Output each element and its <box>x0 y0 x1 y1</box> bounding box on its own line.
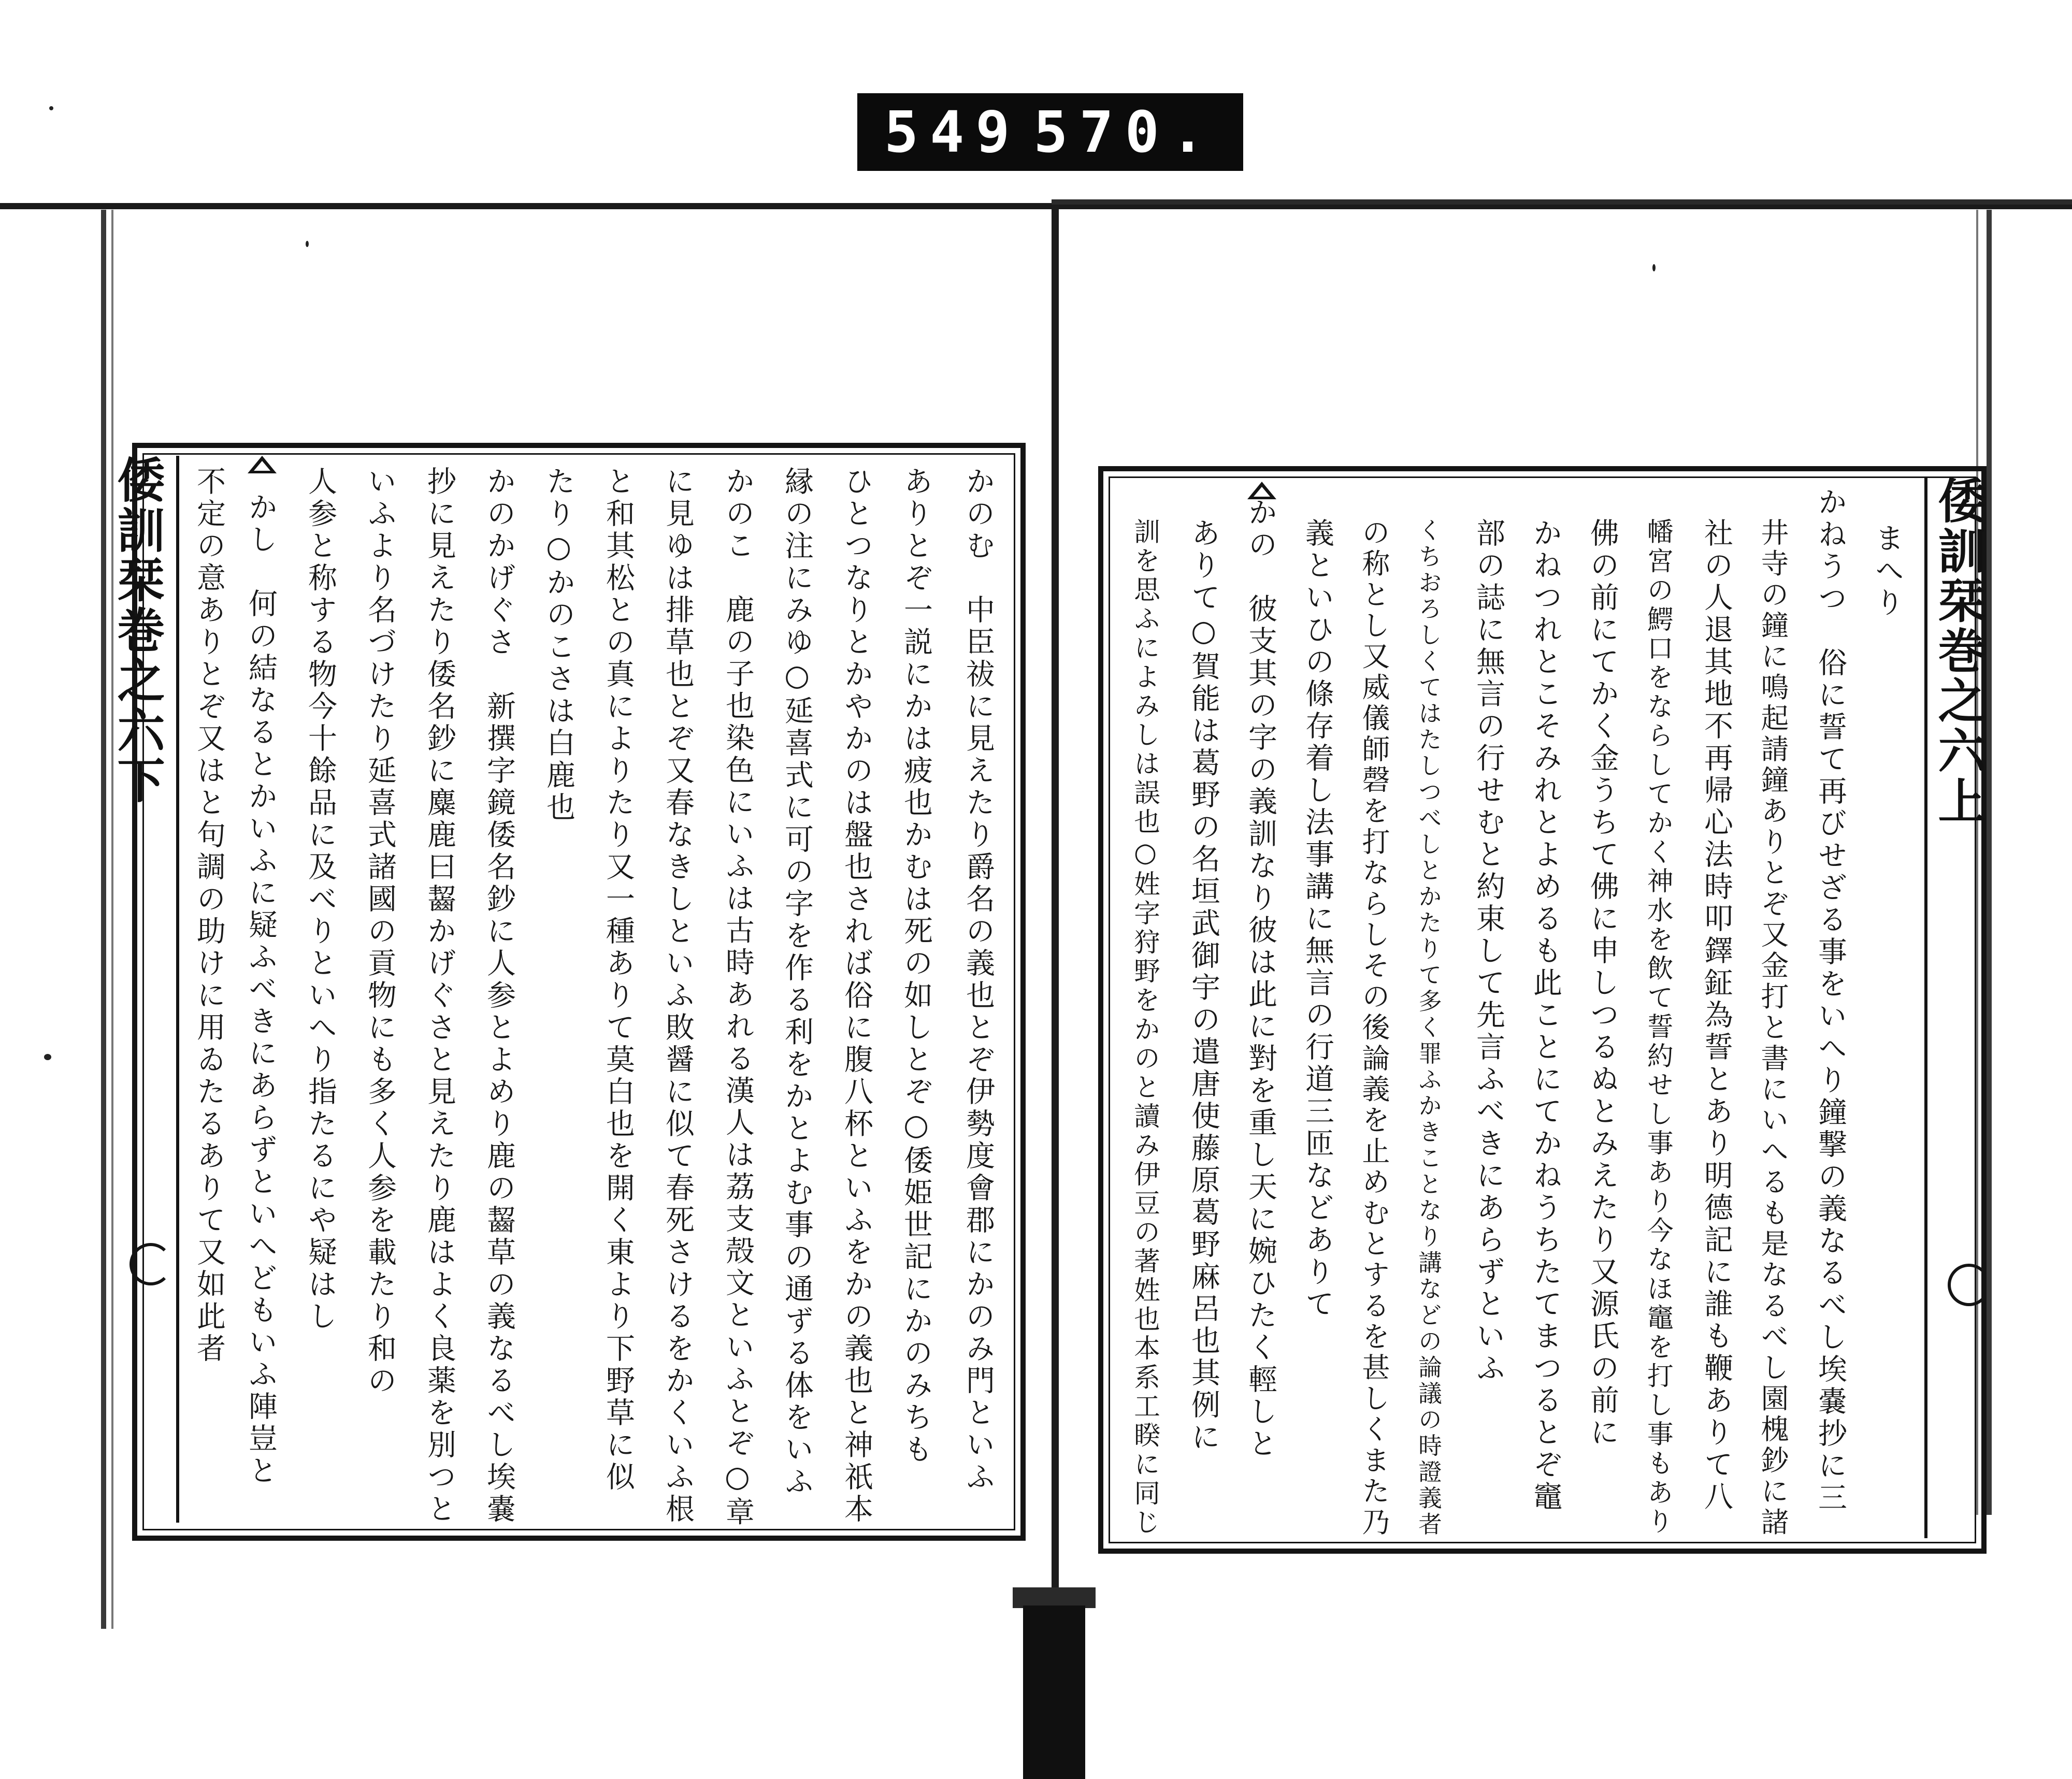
title-char: 倭 <box>1938 473 1986 529</box>
spine-tassel <box>1023 1606 1085 1779</box>
text-column: 部の誌に無言の行せむと約束して先言ふべきにあらずといふ <box>1472 518 1505 1385</box>
scan-speck <box>1652 264 1656 271</box>
text-column: 不定の意ありとぞ又はと句調の助けに用ゐたるありて又如此者 <box>192 466 226 1365</box>
title-char: 倭 <box>117 453 165 509</box>
archive-number-left: 549 <box>884 99 1021 165</box>
right-page-edge <box>1987 210 1992 1515</box>
left-title-divider <box>176 456 179 1523</box>
scan-speck <box>44 1054 51 1060</box>
title-char: 巻 <box>117 602 165 659</box>
archive-number-label <box>857 93 1243 171</box>
text-column: と和其松との真によりたり又一種ありて莫白也を開く東より下野草に似 <box>601 466 635 1494</box>
text-column: 井寺の鐘に鳴起請鐘ありとぞ又金打と書にいへるも是なるべし園槐鈔に諸 <box>1756 518 1789 1539</box>
text-column: まへり <box>1870 523 1904 619</box>
text-column: かの 彼支其の字の義訓なり彼は此に對を重し天に婉ひたく輕しと <box>1244 497 1277 1460</box>
text-column: 幡宮の鰐口をならしてかく神水を飲て誓約せし事あり今なほ竈を打し事もあり <box>1643 518 1674 1537</box>
text-column: 訓を思ふによみしは誤也○姓字狩野をかのと讀み伊豆の著姓也本系工睽に同じ <box>1130 518 1161 1538</box>
text-column: かのかげぐさ 新撰字鏡倭名鈔に人参とよめり鹿の齧草の義なるべし埃嚢 <box>482 466 516 1526</box>
title-char: 上 <box>1938 773 1986 830</box>
text-column: 抄に見えたり倭名鈔に麋鹿曰齧かげぐさと見えたり鹿はよく良薬を別つと <box>423 466 456 1526</box>
scan-speck <box>49 106 53 110</box>
title-char: 訓 <box>1938 523 1986 580</box>
title-char: 訓 <box>117 502 165 559</box>
title-char: 之 <box>1938 673 1986 730</box>
title-char: 之 <box>117 653 165 709</box>
text-column: に見ゆは排草也とぞ又春なきしといふ敗醤に似て春死さけるをかくいふ根 <box>661 466 695 1526</box>
text-column: 縁の注にみゆ○延喜式に可の字を作る利をかとよむ事の通ずる体をいふ <box>780 466 814 1498</box>
title-char: 巻 <box>1938 623 1986 679</box>
title-char: 栞 <box>1938 573 1986 630</box>
title-char: 下 <box>117 753 165 809</box>
book-top-edge-right <box>1052 199 2072 205</box>
text-column: かねうつ 俗に誓て再びせざる事をいへり鐘撃の義なるべし埃嚢抄に三 <box>1814 487 1847 1514</box>
book-spine <box>1052 205 1059 1603</box>
title-char: 栞 <box>117 553 165 609</box>
spine-tassel-knot <box>1013 1587 1096 1608</box>
text-column: ひとつなりとかやかのは盤也されば俗に腹八杯といふをかの義也と神祇本 <box>840 466 873 1526</box>
left-page-edge-inner <box>111 210 113 1629</box>
text-column: かねつれとこそみれとよめるも此ことにてかねうちたてまつるとぞ竈 <box>1529 518 1562 1513</box>
title-char: 六 <box>1938 723 1986 779</box>
text-column: たり○かのこさは白鹿也 <box>542 466 575 824</box>
title-char: 六 <box>117 702 165 759</box>
right-folio-mark-icon <box>1948 1264 1990 1306</box>
left-folio-mark-icon <box>130 1243 172 1285</box>
right-title-divider <box>1924 476 1927 1538</box>
text-column: かのむ 中臣祓に見えたり爵名の義也とぞ伊勢度會郡にかのみ門といふ <box>961 466 995 1494</box>
text-column: かのこ 鹿の子也染色にいふは古時あれる漢人は荔支殻文といふとぞ○章 <box>720 466 754 1529</box>
text-column: くちおろしくてはたしつべしとかたりて多く罪ふかきことなり講などの論議の時證義者 <box>1415 518 1443 1538</box>
archive-number-right: 570. <box>1033 99 1217 165</box>
right-page-title-strip <box>1930 473 1994 830</box>
text-column: いふより名づけたり延喜式諸國の貢物にも多く人参を載たり和の <box>363 466 397 1397</box>
left-page-edge <box>101 210 106 1629</box>
text-column: ありとぞ一説にかは疲也かむは死の如しとぞ○倭姫世記にかのみちも <box>899 466 933 1466</box>
text-column: 人参と称する物今十餘品に及べりといへり指たるにや疑はし <box>304 466 337 1333</box>
text-column: 義といひの條存着し法事講に無言の行道三匝などありて <box>1301 518 1334 1321</box>
left-page-title-strip <box>109 453 174 809</box>
entry-marker-icon <box>1247 482 1276 499</box>
text-column: の称とし又威儀師磬を打ならしその後論義を止めむとするを甚しくまた乃 <box>1357 518 1390 1539</box>
text-column: 社の人退其地不再帰心法時叩鐸鉦為誓とあり明德記に誰も鞭ありて八 <box>1700 518 1733 1513</box>
entry-marker-icon <box>248 456 277 473</box>
scan-speck <box>306 241 309 247</box>
text-column: かし 何の結なるとかいふに疑ふべきにあらずといへどもいふ陣豈と <box>244 492 278 1487</box>
text-column: 佛の前にてかく金うちて佛に申しつるぬとみえたり又源氏の前に <box>1586 518 1619 1449</box>
text-column: ありて○賀能は葛野の名垣武御宇の遣唐使藤原葛野麻呂也其例に <box>1187 518 1220 1454</box>
